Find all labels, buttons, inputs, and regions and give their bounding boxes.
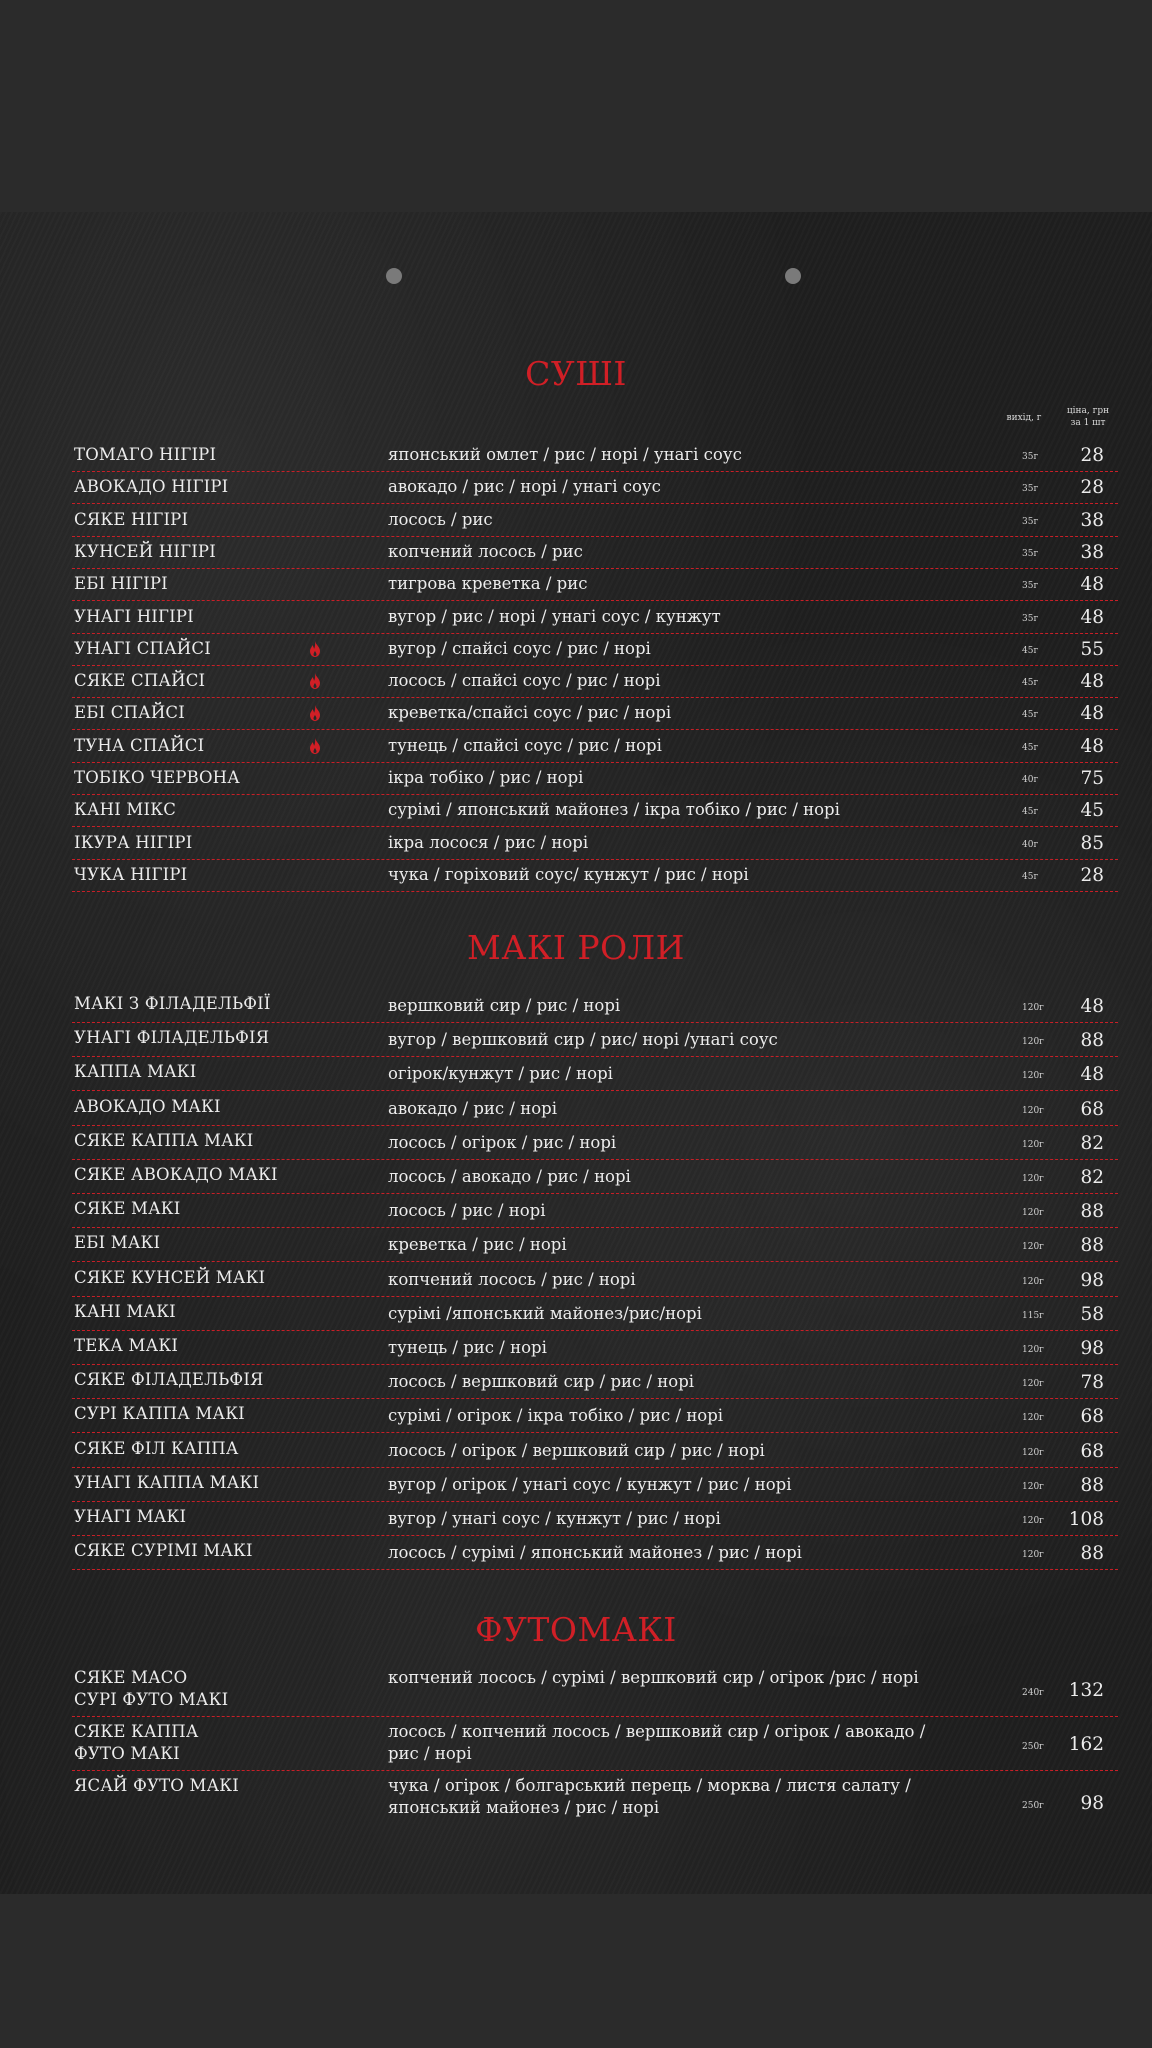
item-ingredients: лосось / спайсі соус / рис / норі [388,671,661,691]
item-ingredients: чука / горіховий соус/ кунжут / рис / норі [388,864,749,884]
item-price: 78 [1080,1372,1104,1394]
section-title-futomaki: ФУТОМАКІ [475,1610,677,1649]
maki-item-row [72,1301,1118,1331]
item-name: УНАГІ МАКІ [74,1507,187,1526]
item-weight: 35г [1022,516,1039,527]
item-weight: 40г [1022,775,1039,785]
item-name: СЯКЕ СПАЙСІ [74,671,206,691]
item-price: 48 [1080,1064,1104,1086]
futomaki-item-row [72,1667,1118,1717]
item-name-line2: СУРІ ФУТО МАКІ [74,1690,229,1709]
item-weight: 45г [1022,807,1039,818]
item-name-line1: ЯСАЙ ФУТО МАКІ [74,1776,239,1795]
item-ingredients [388,1721,928,1765]
item-price: 82 [1080,1167,1104,1188]
item-price: 48 [1080,735,1104,757]
item-price: 98 [1080,1338,1104,1359]
item-ingredients: лосось / авокадо / рис / норі [388,1167,631,1186]
item-price: 28 [1080,477,1104,499]
price-column-header-line2: за 1 шт [1070,418,1106,428]
item-name: СЯКЕ ФІЛАДЕЛЬФІЯ [74,1370,264,1390]
maki-item-row [72,1164,1118,1194]
item-price: 48 [1080,703,1104,725]
item-ingredients: ікра тобіко / рис / норі [388,768,584,787]
item-ingredients [388,1667,928,1689]
hanging-hole-left [386,268,402,284]
item-ingredients: лосось / вершковий сир / рис / норі [388,1372,695,1392]
maki-item-row [72,1232,1118,1262]
item-ingredients-line2: рис / норі [388,1744,472,1763]
section-title-maki: МАКІ РОЛИ [467,928,685,967]
item-price: 82 [1080,1132,1104,1154]
sushi-item-row [72,767,1118,795]
item-price: 28 [1080,864,1104,886]
item-weight: 250г [1022,1742,1044,1752]
item-name: СЯКЕ НІГІРІ [74,509,189,529]
item-weight: 40г [1022,839,1039,850]
spicy-flame-icon [308,641,322,657]
item-ingredients: копчений лосось / рис / норі [388,1269,636,1289]
item-ingredients: тигрова креветка / рис [388,574,588,594]
sushi-item-row [72,606,1118,634]
item-ingredients: лосось / рис [388,509,493,529]
item-weight: 240г [1022,1688,1044,1698]
item-price: 48 [1080,606,1104,628]
item-name-line1: СЯКЕ КАППА [74,1722,199,1741]
item-price: 28 [1080,445,1104,466]
item-name: СЯКЕ АВОКАДО МАКІ [74,1165,278,1184]
item-name: СУРІ КАППА МАКІ [74,1404,245,1424]
item-name: АВОКАДО НІГІРІ [74,477,229,497]
item-weight: 120г [1022,1242,1044,1253]
item-name: ЕБІ МАКІ [74,1233,161,1253]
item-name-line2: ФУТО МАКІ [74,1744,180,1763]
section-title-sushi: СУШІ [525,354,627,393]
item-name: УНАГІ КАППА МАКІ [74,1472,260,1492]
sushi-item-row [72,864,1118,892]
item-name: ЕБІ СПАЙСІ [74,703,185,723]
item-weight: 120г [1022,1003,1044,1013]
spicy-flame-icon [308,738,322,754]
maki-item-row [72,1061,1118,1091]
item-price: 45 [1080,800,1104,822]
item-weight: 120г [1022,1105,1044,1116]
item-price: 48 [1080,996,1104,1017]
item-name: КУНСЕЙ НІГІРІ [74,541,216,561]
item-weight: 120г [1022,1139,1044,1150]
item-ingredients: ікра лосося / рис / норі [388,832,589,852]
item-name [74,1721,199,1765]
sushi-item-row [72,735,1118,763]
item-weight: 120г [1022,1071,1044,1082]
price-column-header [1060,405,1116,429]
sushi-item-row [72,832,1118,860]
item-price: 38 [1080,509,1104,531]
maki-item-row [72,1438,1118,1468]
maki-item-row [72,1506,1118,1536]
item-price: 68 [1080,1440,1104,1462]
futomaki-item-row [72,1721,1118,1771]
item-weight: 45г [1022,710,1039,721]
weight-column-header: вихід, г [1006,413,1042,423]
maki-item-row [72,1096,1118,1126]
item-name: КАППА МАКІ [74,1062,197,1082]
item-name: УНАГІ НІГІРІ [74,606,194,626]
item-ingredients [388,1775,928,1819]
menu-board [0,212,1152,1894]
item-weight: 35г [1022,548,1039,559]
item-weight: 120г [1022,1516,1044,1526]
item-ingredients: лосось / сурімі / японський майонез / рис / норі [388,1543,802,1563]
item-weight: 120г [1022,1276,1044,1287]
item-weight: 120г [1022,1208,1044,1219]
item-price: 132 [1068,1680,1104,1701]
item-ingredients: тунець / рис / норі [388,1338,547,1357]
item-weight: 35г [1022,613,1039,624]
item-weight: 120г [1022,1379,1044,1390]
item-ingredients: лосось / рис / норі [388,1201,546,1221]
item-price: 98 [1080,1793,1104,1814]
item-price: 162 [1068,1734,1104,1755]
sushi-item-row [72,509,1118,537]
spicy-flame-icon [308,673,322,689]
item-price: 55 [1080,638,1104,660]
sushi-item-row [72,444,1118,472]
item-ingredients: креветка / рис / норі [388,1235,567,1255]
item-ingredients: японський омлет / рис / норі / унагі соус [388,445,742,464]
item-weight: 45г [1022,678,1039,689]
item-ingredients: лосось / огірок / вершковий сир / рис / норі [388,1440,765,1460]
item-ingredients: авокадо / рис / норі [388,1098,557,1118]
item-name: ТОБІКО ЧЕРВОНА [74,768,240,787]
item-name: ТОМАГО НІГІРІ [74,445,217,464]
sushi-item-row [72,638,1118,666]
item-price: 48 [1080,671,1104,693]
item-name: АВОКАДО МАКІ [74,1096,221,1116]
maki-item-row [72,1267,1118,1297]
item-weight: 45г [1022,871,1039,882]
item-price: 88 [1080,1201,1104,1223]
item-ingredients: сурімі / японський майонез / ікра тобіко / рис / норі [388,800,840,820]
item-name [74,1667,228,1711]
item-name-line1: СЯКЕ МАСО [74,1668,188,1687]
maki-item-row [72,1369,1118,1399]
item-ingredients: сурімі /японський майонез/рис/норі [388,1303,702,1323]
item-price: 75 [1080,768,1104,789]
sushi-item-row [72,573,1118,601]
item-ingredients: вугор / унагі соус / кунжут / рис / норі [388,1509,721,1528]
item-ingredients: огірок/кунжут / рис / норі [388,1064,613,1084]
maki-item-row [72,1540,1118,1570]
item-weight: 35г [1022,484,1039,495]
item-ingredients: вугор / огірок / унагі соус / кунжут / рис / норі [388,1474,792,1494]
sushi-item-row [72,702,1118,730]
item-weight: 120г [1022,1037,1044,1048]
item-price: 88 [1080,1235,1104,1257]
futomaki-item-row [72,1775,1118,1835]
item-name: УНАГІ СПАЙСІ [74,638,211,658]
item-name: СЯКЕ КАППА МАКІ [74,1130,254,1150]
item-ingredients: лосось / огірок / рис / норі [388,1132,617,1152]
item-weight: 120г [1022,1447,1044,1458]
item-name: СЯКЕ СУРІМІ МАКІ [74,1541,253,1561]
item-price: 38 [1080,541,1104,563]
sushi-item-row [72,541,1118,569]
item-weight: 35г [1022,581,1039,592]
price-column-header-line1: ціна, грн [1066,406,1110,416]
maki-item-row [72,1130,1118,1160]
item-weight: 120г [1022,1413,1044,1424]
item-ingredients: вугор / спайсі соус / рис / норі [388,638,651,658]
item-ingredients: копчений лосось / рис [388,541,583,561]
item-price: 88 [1080,1474,1104,1496]
item-name: УНАГІ ФІЛАДЕЛЬФІЯ [74,1028,270,1048]
item-price: 68 [1080,1098,1104,1120]
item-price: 108 [1068,1509,1104,1530]
item-ingredients-line1: лосось / копчений лосось / вершковий сир / огірок / авокадо / [388,1722,926,1741]
item-name: ЧУКА НІГІРІ [74,864,188,884]
item-ingredients: креветка/спайсі соус / рис / норі [388,703,672,723]
item-weight: 45г [1022,645,1039,656]
item-weight: 115г [1022,1310,1044,1321]
item-price: 58 [1080,1303,1104,1325]
spicy-flame-icon [308,705,322,721]
item-name: КАНІ МІКС [74,800,177,820]
sushi-item-row [72,476,1118,504]
item-price: 85 [1080,832,1104,854]
item-name: ТЕКА МАКІ [74,1336,179,1355]
item-ingredients: авокадо / рис / норі / унагі соус [388,477,661,497]
item-price: 48 [1080,574,1104,596]
item-ingredients: сурімі / огірок / ікра тобіко / рис / норі [388,1406,724,1426]
item-weight: 120г [1022,1481,1044,1492]
item-weight: 45г [1022,742,1039,753]
item-ingredients-line1: копчений лосось / сурімі / вершковий сир / огірок /рис / норі [388,1668,919,1687]
item-price: 88 [1080,1543,1104,1565]
item-price: 68 [1080,1406,1104,1428]
maki-item-row [72,1027,1118,1057]
maki-item-row [72,1198,1118,1228]
item-price: 88 [1080,1030,1104,1052]
maki-item-row [72,1335,1118,1365]
item-price: 98 [1080,1269,1104,1291]
sushi-item-row [72,670,1118,698]
maki-item-row [72,1472,1118,1502]
item-ingredients: вугор / вершковий сир / рис/ норі /унагі соус [388,1030,778,1050]
item-ingredients: вугор / рис / норі / унагі соус / кунжут [388,606,721,626]
item-name: СЯКЕ КУНСЕЙ МАКІ [74,1267,266,1287]
item-ingredients: вершковий сир / рис / норі [388,996,621,1015]
item-weight: 250г [1022,1801,1044,1811]
item-ingredients: тунець / спайсі соус / рис / норі [388,735,662,755]
item-weight: 120г [1022,1550,1044,1561]
item-weight: 35г [1022,452,1039,462]
item-weight: 120г [1022,1345,1044,1355]
item-name: СЯКЕ МАКІ [74,1199,181,1219]
item-name: ІКУРА НІГІРІ [74,832,193,852]
item-ingredients-line2: японський майонез / рис / норі [388,1798,660,1817]
item-weight: 120г [1022,1174,1044,1184]
maki-item-row [72,1403,1118,1433]
item-name [74,1775,239,1797]
item-ingredients-line1: чука / огірок / болгарський перець / морква / листя салату / [388,1776,911,1795]
item-name: ЕБІ НІГІРІ [74,574,168,594]
maki-item-row [72,993,1118,1023]
item-name: МАКІ З ФІЛАДЕЛЬФІЇ [74,994,271,1013]
item-name: КАНІ МАКІ [74,1301,176,1321]
hanging-hole-right [785,268,801,284]
item-name: СЯКЕ ФІЛ КАППА [74,1438,239,1458]
item-name: ТУНА СПАЙСІ [74,735,205,755]
sushi-item-row [72,799,1118,827]
